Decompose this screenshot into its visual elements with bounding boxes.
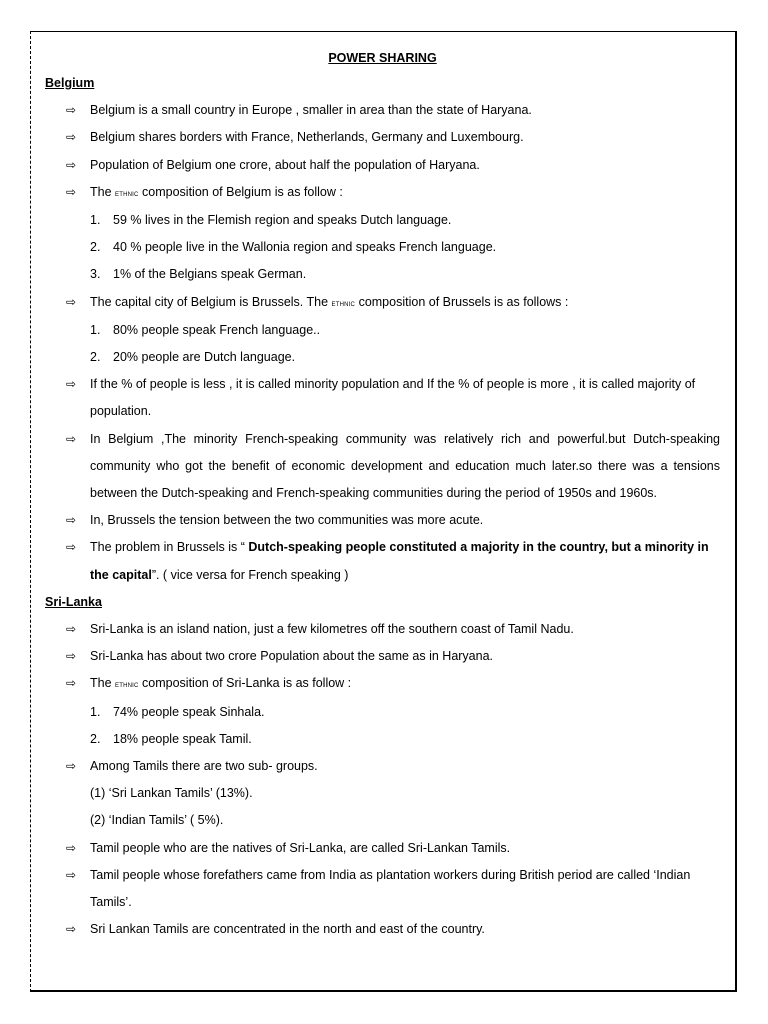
arrow-bullet-icon: ⇨	[66, 540, 77, 555]
sub-group-item: (1) ‘Sri Lankan Tamils’ (13%).	[90, 786, 253, 801]
bullet-text: Sri-Lanka has about two crore Population about the same as in Haryana.	[90, 649, 494, 664]
bullet-item	[45, 862, 720, 916]
bullet-item	[45, 916, 720, 943]
bullet-text: The capital city of Belgium is Brussels. The ethnic composition of Brussels is as follows :	[90, 294, 569, 309]
bullet-text: Tamil people who are the natives of Sri-Lanka, are called Sri-Lankan Tamils.	[90, 840, 511, 855]
bullet-item	[45, 835, 720, 862]
bullet-item	[45, 152, 720, 179]
arrow-bullet-icon: ⇨	[66, 867, 77, 882]
bullet-text: In, Brussels the tension between the two communities was more acute.	[90, 513, 484, 528]
item-number: 2.	[90, 350, 101, 365]
item-number: 1.	[90, 322, 101, 337]
section-heading-srilanka: Sri-Lanka	[45, 594, 102, 609]
item-number: 1.	[90, 704, 101, 719]
numbered-item	[45, 344, 720, 371]
arrow-bullet-icon: ⇨	[66, 184, 77, 199]
numbered-item	[45, 261, 720, 288]
item-text: 18% people speak Tamil.	[113, 731, 252, 746]
page-title: POWER SHARING	[328, 51, 437, 65]
arrow-bullet-icon: ⇨	[66, 294, 77, 309]
item-text: 80% people speak French language..	[113, 322, 321, 337]
numbered-item	[45, 699, 720, 726]
bullet-item	[45, 616, 720, 643]
item-text: 74% people speak Sinhala.	[113, 704, 265, 719]
bullet-item	[45, 97, 720, 124]
bullet-item	[45, 534, 720, 588]
item-text: 59 % lives in the Flemish region and speaks Dutch language.	[113, 213, 452, 227]
item-text: 20% people are Dutch language.	[113, 350, 296, 365]
bullet-item	[45, 124, 720, 151]
item-number: 3.	[90, 267, 101, 282]
bullet-text: Among Tamils there are two sub- groups.	[90, 759, 318, 774]
item-number: 2.	[90, 731, 101, 746]
arrow-bullet-icon: ⇨	[66, 103, 77, 118]
bullet-item	[45, 753, 720, 780]
bullet-text: Belgium shares borders with France, Netherlands, Germany and Luxembourg.	[90, 130, 524, 145]
numbered-item	[45, 207, 720, 234]
bullet-text: In Belgium ,The minority French-speaking community was relatively rich and powerful.but Dutch-speaking community who got the benefit of economic development and education much later.so there was a tensions between the Dutch-speaking and French-speaking communities during the period of 1950s and 1960s.	[90, 431, 720, 501]
document-body	[45, 46, 720, 943]
bullet-item	[45, 289, 720, 317]
bullet-text: The ethnic composition of Belgium is as follow :	[90, 184, 343, 199]
bullet-item	[45, 426, 720, 508]
section-heading-belgium: Belgium	[45, 76, 95, 90]
bullet-text: The problem in Brussels is “ Dutch-speaking people constituted a majority in the country, but a minority in the capital”. ( vice versa for French speaking )	[90, 540, 709, 582]
bullet-text: Population of Belgium one crore, about half the population of Haryana.	[90, 157, 480, 172]
arrow-bullet-icon: ⇨	[66, 513, 77, 528]
bullet-item	[45, 643, 720, 670]
bold-quote: Dutch-speaking people constituted a majority in the country, but a minority in the capital	[90, 540, 709, 582]
arrow-bullet-icon: ⇨	[66, 676, 77, 691]
bullet-item	[45, 179, 720, 207]
bullet-text: Sri-Lanka is an island nation, just a few kilometres off the southern coast of Tamil Nadu.	[90, 622, 574, 637]
arrow-bullet-icon: ⇨	[66, 157, 77, 172]
numbered-item	[45, 234, 720, 261]
bullet-text: The ethnic composition of Sri-Lanka is as follow :	[90, 676, 352, 691]
numbered-item	[45, 726, 720, 753]
item-text: 40 % people live in the Wallonia region and speaks French language.	[113, 240, 497, 255]
sub-group-item: (2) ‘Indian Tamils’ ( 5%).	[90, 813, 224, 828]
arrow-bullet-icon: ⇨	[66, 377, 77, 392]
arrow-bullet-icon: ⇨	[66, 840, 77, 855]
small-caps-word: ethnic	[331, 297, 356, 308]
item-number: 2.	[90, 240, 101, 255]
bullet-item	[45, 507, 720, 534]
arrow-bullet-icon: ⇨	[66, 130, 77, 145]
arrow-bullet-icon: ⇨	[66, 649, 77, 664]
small-caps-word: ethnic	[115, 679, 139, 690]
bullet-item	[45, 670, 720, 698]
bullet-text: Tamil people whose forefathers came from India as plantation workers during British period are called ‘Indian Tamils’.	[90, 867, 691, 910]
arrow-bullet-icon: ⇨	[66, 759, 77, 774]
bullet-item	[45, 371, 720, 425]
bullet-text: If the % of people is less , it is called minority population and If the % of people is more , it is called majority of population.	[90, 377, 696, 419]
small-caps-word: ethnic	[115, 187, 139, 198]
item-text: 1% of the Belgians speak German.	[113, 267, 307, 282]
item-number: 1.	[90, 213, 101, 227]
arrow-bullet-icon: ⇨	[66, 622, 77, 637]
bullet-text: Sri Lankan Tamils are concentrated in the north and east of the country.	[90, 922, 485, 937]
bullet-text: Belgium is a small country in Europe , smaller in area than the state of Haryana.	[90, 103, 532, 118]
numbered-item	[45, 317, 720, 344]
arrow-bullet-icon: ⇨	[66, 922, 77, 937]
arrow-bullet-icon: ⇨	[66, 431, 77, 446]
